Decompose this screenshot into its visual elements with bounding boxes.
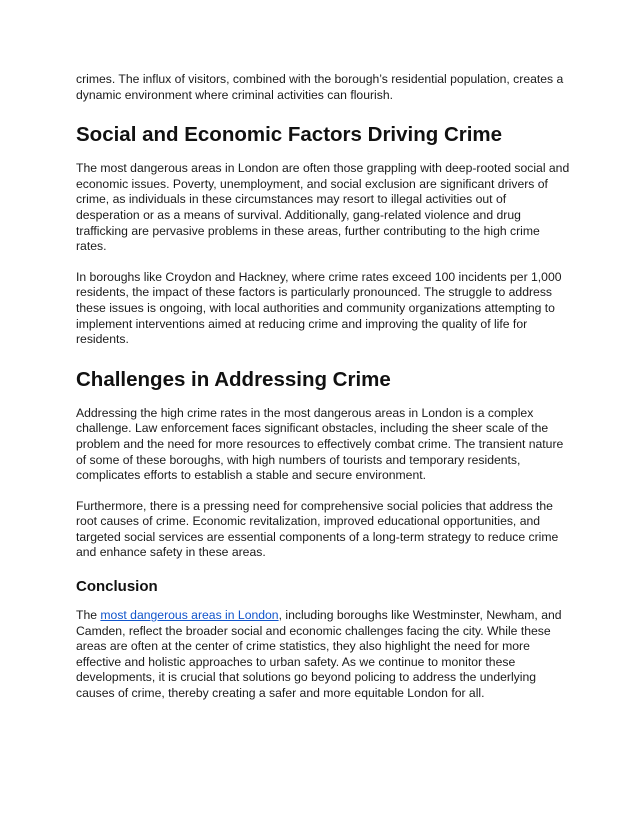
challenges-paragraph-2: Furthermore, there is a pressing need for comprehensive social policies that address the root causes of crime. Economic revitalization, improved educational opportunities, and targeted social services are essential components of a long-term strategy to reduce crime and enhance safety in these areas. [76, 498, 559, 560]
conclusion-rest-text: , including boroughs like Westminster, Newham, and Camden, reflect the broader social and economic challenges facing the city. While these areas are often at the center of crime statistics, they also highlight the need for more effective and holistic approaches to urban safety. As we continue to monitor these developments, it is crucial that solutions go beyond policing to address the underlying causes of crime, thereby creating a safer and more equitable London for all. [76, 608, 562, 701]
social-paragraph-2: In boroughs like Croydon and Hackney, where crime rates exceed 100 incidents per 1,000 residents, the impact of these factors is particularly pronounced. The struggle to address these issues is ongoing, with local authorities and community organizations attempting to implement interventions aimed at reducing crime and improving the quality of life for residents. [76, 269, 562, 347]
social-paragraph-1: The most dangerous areas in London are often those grappling with deep-rooted social and economic issues. Poverty, unemployment, and social exclusion are significant drivers of crime, as individuals in these circumstances may resort to illegal activities out of desperation or as a means of survival. Additionally, gang-related violence and drug trafficking are pervasive problems in these areas, further contributing to the high crime rates. [76, 161, 570, 254]
conclusion-lead-text: The [76, 608, 101, 623]
challenges-paragraph-1: Addressing the high crime rates in the most dangerous areas in London is a complex challenge. Law enforcement faces significant obstacles, including the sheer scale of the problem and the need for more resources to effectively combat crime. The transient nature of some of these boroughs, with high numbers of tourists and temporary residents, complicates efforts to establish a stable and secure environment. [76, 405, 564, 483]
most-dangerous-areas-link[interactable]: most dangerous areas in London [100, 608, 279, 623]
document-page [76, 72, 572, 702]
section-heading-challenges: Challenges in Addressing Crime [76, 367, 391, 391]
intro-continuation-paragraph: crimes. The influx of visitors, combined with the borough’s residential population, creates a dynamic environment where criminal activities can flourish. [76, 72, 564, 102]
conclusion-paragraph [76, 608, 572, 702]
section-heading-social-economic: Social and Economic Factors Driving Crime [76, 123, 503, 147]
conclusion-heading: Conclusion [76, 578, 158, 596]
